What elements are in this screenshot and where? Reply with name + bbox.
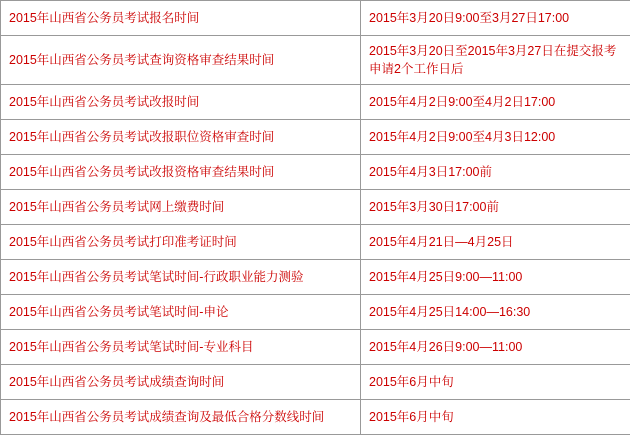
- table-row: [1, 155, 630, 190]
- schedule-item-label: 2015年山西省公务员考试改报时间: [1, 85, 361, 120]
- table-row: [1, 295, 630, 330]
- schedule-item-label: 2015年山西省公务员考试查询资格审查结果时间: [1, 36, 361, 85]
- schedule-item-label: 2015年山西省公务员考试成绩查询时间: [1, 365, 361, 400]
- table-row: [1, 36, 630, 85]
- table-row: [1, 120, 630, 155]
- schedule-item-label: 2015年山西省公务员考试网上缴费时间: [1, 190, 361, 225]
- schedule-item-value: 2015年3月20日9:00至3月27日17:00: [361, 1, 630, 36]
- schedule-item-value: 2015年4月2日9:00至4月2日17:00: [361, 85, 630, 120]
- schedule-item-value: 2015年4月26日9:00—11:00: [361, 330, 630, 365]
- table-row: [1, 260, 630, 295]
- schedule-item-label: 2015年山西省公务员考试笔试时间-专业科目: [1, 330, 361, 365]
- schedule-item-value: 2015年6月中旬: [361, 365, 630, 400]
- schedule-item-value: 2015年3月30日17:00前: [361, 190, 630, 225]
- schedule-item-value: 2015年4月25日14:00—16:30: [361, 295, 630, 330]
- schedule-item-label: 2015年山西省公务员考试笔试时间-行政职业能力测验: [1, 260, 361, 295]
- schedule-item-value: 2015年6月中旬: [361, 400, 630, 435]
- schedule-item-label: 2015年山西省公务员考试成绩查询及最低合格分数线时间: [1, 400, 361, 435]
- table-row: [1, 85, 630, 120]
- table-row: [1, 1, 630, 36]
- schedule-item-label: 2015年山西省公务员考试笔试时间-申论: [1, 295, 361, 330]
- schedule-item-value: 2015年4月3日17:00前: [361, 155, 630, 190]
- table-row: [1, 190, 630, 225]
- schedule-item-value: 2015年4月21日—4月25日: [361, 225, 630, 260]
- table-row: [1, 365, 630, 400]
- schedule-item-label: 2015年山西省公务员考试改报职位资格审查时间: [1, 120, 361, 155]
- schedule-item-label: 2015年山西省公务员考试报名时间: [1, 1, 361, 36]
- table-row: [1, 400, 630, 435]
- schedule-table-body: [1, 1, 630, 435]
- table-row: [1, 330, 630, 365]
- schedule-item-value: 2015年4月25日9:00—11:00: [361, 260, 630, 295]
- schedule-item-value: 2015年3月20日至2015年3月27日在提交报考申请2个工作日后: [361, 36, 630, 85]
- schedule-item-value: 2015年4月2日9:00至4月3日12:00: [361, 120, 630, 155]
- schedule-item-label: 2015年山西省公务员考试打印准考证时间: [1, 225, 361, 260]
- table-row: [1, 225, 630, 260]
- schedule-item-label: 2015年山西省公务员考试改报资格审查结果时间: [1, 155, 361, 190]
